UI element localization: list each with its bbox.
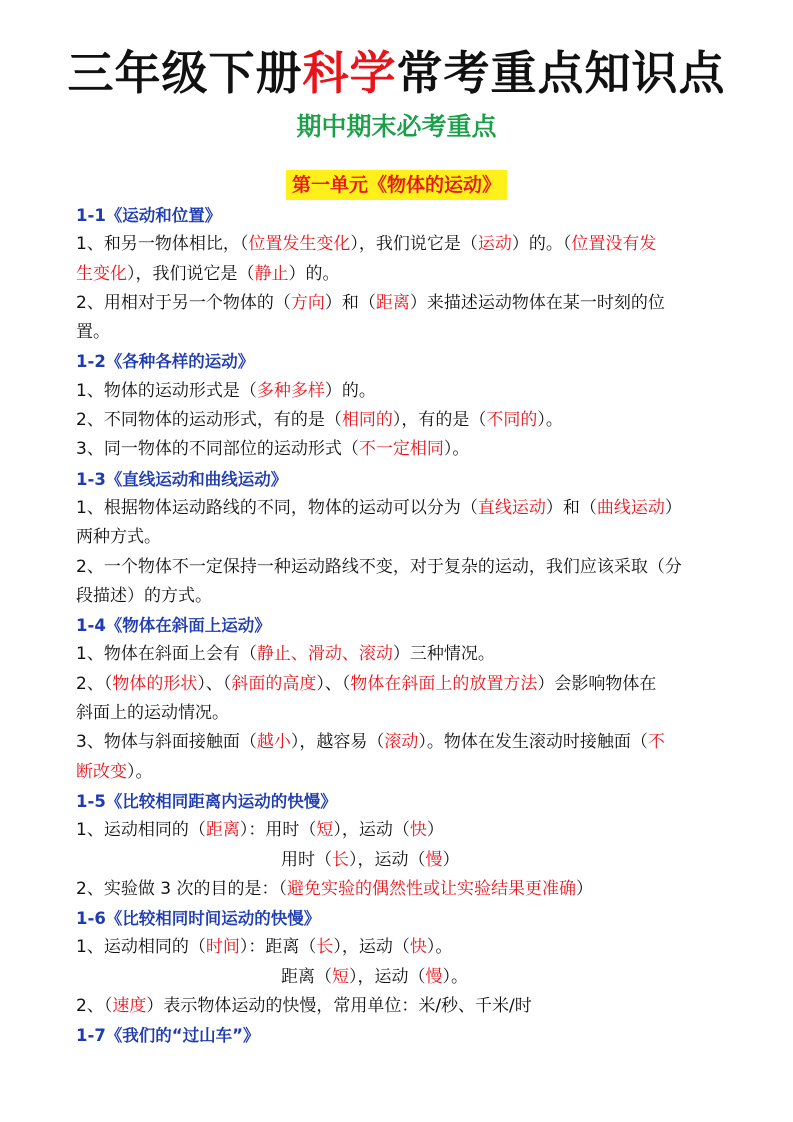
note-text: ）：距离（ <box>239 937 317 958</box>
page-subtitle: 期中期末必考重点 <box>296 112 497 141</box>
note-text: ）的。 <box>288 263 340 284</box>
note-text: ）、（ <box>316 673 351 694</box>
note-text: 1、运动相同的（ <box>76 937 206 958</box>
note-line <box>76 728 726 757</box>
note-text: 两种方式。 <box>76 527 161 548</box>
note-text: ） <box>664 497 682 518</box>
note-text: ）的。（ <box>511 234 572 255</box>
section-heading: 1-4《物体在斜面上运动》 <box>76 616 271 636</box>
answer-highlight: 避免实验的偶然性或让实验结果更准确 <box>286 878 576 899</box>
note-line <box>76 670 726 699</box>
section-heading: 1-5《比较相同距离内运动的快慢》 <box>76 791 337 811</box>
answer-highlight: 直线运动 <box>477 497 546 518</box>
answer-highlight: 短 <box>332 966 349 987</box>
answer-highlight: 静止、滑动、滚动 <box>256 644 393 665</box>
note-line <box>76 260 726 289</box>
note-text: 用时（ <box>281 849 332 870</box>
note-text: 1、根据物体运动路线的不同，物体的运动可以分为（ <box>76 497 478 518</box>
answer-highlight: 慢 <box>425 966 443 987</box>
note-text: ）：用时（ <box>239 820 317 841</box>
answer-highlight: 不同的 <box>486 410 538 431</box>
note-line <box>76 406 726 435</box>
answer-highlight: 斜面的高度 <box>231 673 317 694</box>
note-text: 2、（ <box>76 673 113 694</box>
answer-highlight: 相同的 <box>341 410 393 431</box>
note-text: 距离（ <box>281 966 332 987</box>
section-heading: 1-7《我们的“过山车”》 <box>76 1026 260 1046</box>
note-text: ）。 <box>127 761 153 782</box>
answer-highlight: 长 <box>316 937 334 958</box>
note-line <box>76 230 726 259</box>
note-text: ）。 <box>426 937 453 958</box>
note-line <box>76 963 726 992</box>
note-line <box>76 640 726 669</box>
page-title-part1: 三年级下册 <box>67 46 303 100</box>
note-text: ） <box>442 849 460 870</box>
note-text: ），我们说它是（ <box>127 263 255 284</box>
note-line <box>76 435 726 464</box>
answer-highlight: 曲线运动 <box>596 497 665 518</box>
note-text: 2、（ <box>76 996 113 1017</box>
note-line <box>76 699 726 728</box>
note-line <box>76 582 726 611</box>
unit-heading-row <box>0 170 793 200</box>
section-heading: 1-2《各种各样的运动》 <box>76 352 255 372</box>
note-text: 2、用相对于另一个物体的（ <box>76 292 291 313</box>
note-text: ），运动（ <box>333 820 410 841</box>
note-text: ）的。 <box>324 380 376 401</box>
page-title-part2: 常考重点知识点 <box>396 46 726 100</box>
note-text: 1、运动相同的（ <box>76 820 206 841</box>
answer-highlight: 物体的形状 <box>112 673 198 694</box>
answer-highlight: 位置没有发 <box>571 234 657 255</box>
section-heading: 1-6《比较相同时间运动的快慢》 <box>76 909 321 929</box>
answer-highlight: 位置发生变化 <box>248 234 351 255</box>
answer-highlight: 多种多样 <box>256 380 325 401</box>
note-line <box>76 992 726 1021</box>
note-text: ） <box>426 820 444 841</box>
note-text: 1、物体在斜面上会有（ <box>76 644 257 665</box>
note-text: 2、不同物体的运动形式，有的是（ <box>76 410 342 431</box>
unit-title: 第一单元《物体的运动》 <box>286 170 507 200</box>
answer-highlight: 慢 <box>425 849 443 870</box>
answer-highlight: 越小 <box>256 732 291 753</box>
note-text: 1、和另一物体相比，（ <box>76 234 249 255</box>
note-text: ），有的是（ <box>392 410 487 431</box>
page-title-accent: 科学 <box>302 46 397 100</box>
answer-highlight: 运动 <box>477 234 512 255</box>
answer-highlight: 快 <box>409 937 427 958</box>
answer-highlight: 长 <box>332 849 349 870</box>
answer-highlight: 滚动 <box>384 732 419 753</box>
note-line <box>76 875 726 904</box>
answer-highlight: 距离 <box>205 820 240 841</box>
note-text: ）。物体在发生滚动时接触面（ <box>418 732 648 753</box>
note-text: 置。 <box>76 322 110 343</box>
answer-highlight: 不 <box>647 732 665 753</box>
notes-content <box>76 201 726 1051</box>
note-line <box>76 377 726 406</box>
note-line <box>76 553 726 582</box>
note-line <box>76 816 726 845</box>
note-text: ）和（ <box>545 497 597 518</box>
note-text: ）。 <box>537 410 563 431</box>
answer-highlight: 物体在斜面上的放置方法 <box>350 673 538 694</box>
note-text: ）、（ <box>197 673 232 694</box>
page-title <box>0 42 793 104</box>
note-text: ）来描述运动物体在某一时刻的位 <box>409 292 665 313</box>
note-line <box>76 494 726 523</box>
note-line <box>76 758 726 787</box>
section-heading: 1-1《运动和位置》 <box>76 206 222 225</box>
note-line <box>76 846 726 875</box>
answer-highlight: 静止 <box>254 263 289 284</box>
note-text: 斜面上的运动情况。 <box>76 703 229 724</box>
answer-highlight: 距离 <box>375 292 410 313</box>
note-text: 3、物体与斜面接触面（ <box>76 732 257 753</box>
note-text: ），运动（ <box>349 966 426 987</box>
note-text: ），越容易（ <box>290 732 385 753</box>
answer-highlight: 快 <box>409 820 427 841</box>
note-line <box>76 523 726 552</box>
note-line <box>76 318 726 347</box>
note-text: ）。 <box>443 439 470 460</box>
answer-highlight: 断改变 <box>76 761 127 782</box>
note-text: 1、物体的运动形式是（ <box>76 380 257 401</box>
note-text: ）三种情况。 <box>392 644 495 665</box>
note-text: ），运动（ <box>333 937 410 958</box>
note-text: ） <box>575 878 593 899</box>
note-text: ），我们说它是（ <box>350 234 478 255</box>
note-text: ），运动（ <box>349 849 426 870</box>
note-text: ）会影响物体在 <box>537 673 657 694</box>
answer-highlight: 速度 <box>112 996 147 1017</box>
note-text: ）和（ <box>324 292 376 313</box>
answer-highlight: 方向 <box>290 292 325 313</box>
note-text: 2、实验做 3 次的目的是：（ <box>76 878 287 899</box>
note-text: 3、同一物体的不同部位的运动形式（ <box>76 439 359 460</box>
answer-highlight: 短 <box>316 820 334 841</box>
answer-highlight: 生变化 <box>76 263 127 284</box>
note-text: ）。 <box>442 966 468 987</box>
answer-highlight: 不一定相同 <box>358 439 444 460</box>
note-text: 2、一个物体不一定保持一种运动路线不变，对于复杂的运动，我们应该采取（分 <box>76 556 682 577</box>
note-text: 段描述）的方式。 <box>76 585 212 606</box>
note-line <box>76 933 726 962</box>
note-text: ）表示物体运动的快慢，常用单位：米/秒、千米/时 <box>146 996 532 1017</box>
section-heading: 1-3《直线运动和曲线运动》 <box>76 469 288 489</box>
answer-highlight: 时间 <box>205 937 240 958</box>
note-line <box>76 289 726 318</box>
